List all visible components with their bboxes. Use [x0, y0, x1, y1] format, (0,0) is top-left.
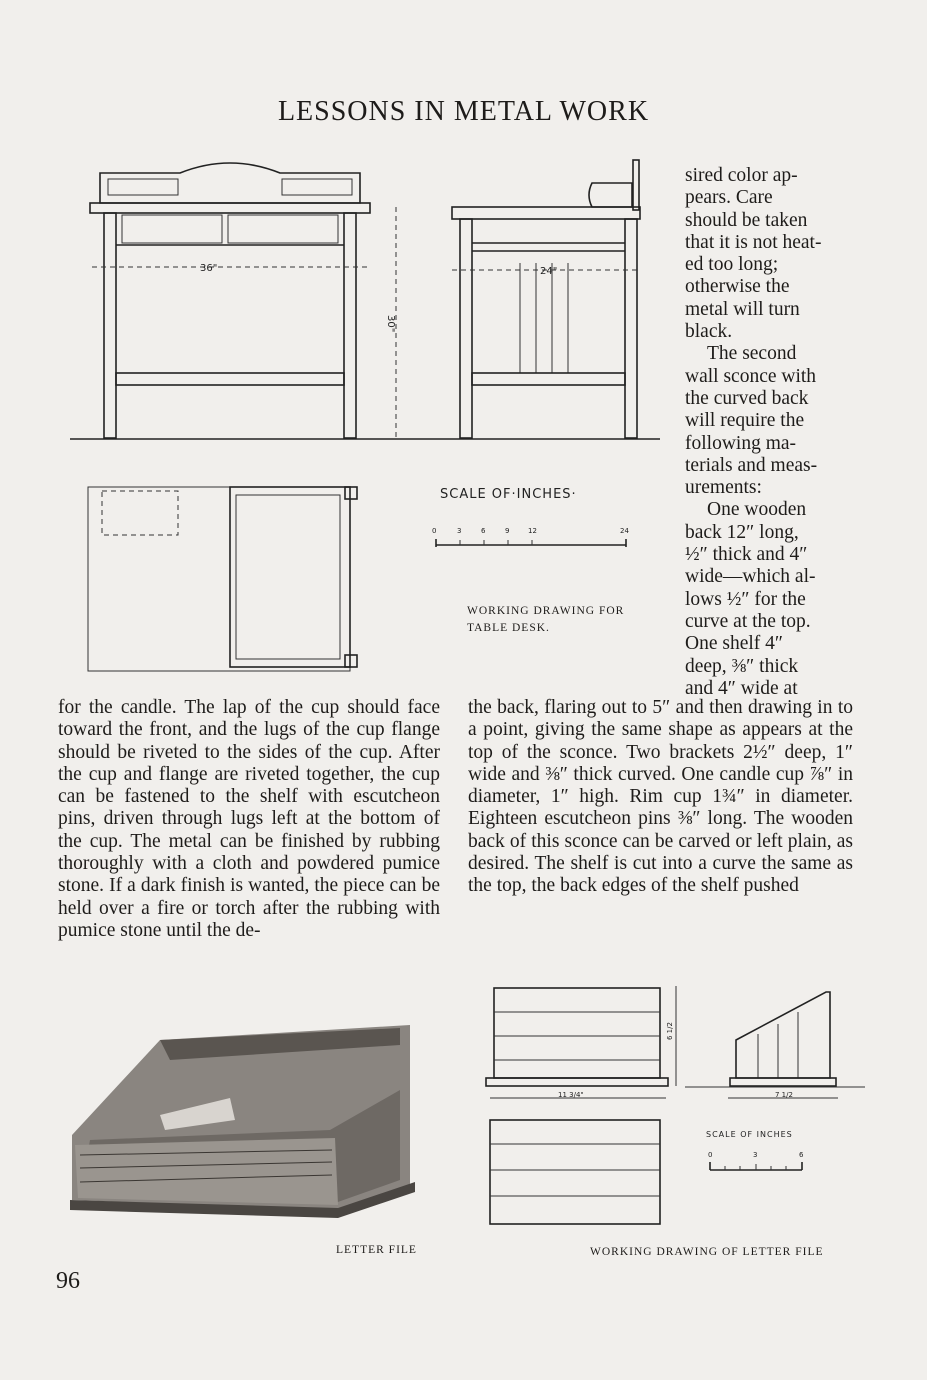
desk-side-elevation [452, 160, 640, 438]
right-column-line: deep, ⅜″ thick [685, 655, 799, 677]
letter-file-front-view [486, 986, 676, 1098]
desk-width-dim: 36" [200, 263, 218, 274]
right-column-line: black. [685, 321, 733, 343]
right-column-line: otherwise the [685, 276, 790, 298]
right-column-line: sired color ap- [685, 165, 798, 186]
right-column-line: The second [707, 343, 797, 365]
desk-scale-bar [432, 527, 629, 547]
letter-file-photo [70, 1020, 450, 1220]
right-column-line: One wooden [707, 499, 807, 521]
desk-scale-tick: 9 [505, 527, 510, 535]
right-column-upper [685, 165, 858, 700]
desk-plan-view [88, 487, 357, 671]
right-column-line: ed too long; [685, 254, 779, 276]
right-column-line: should be taken [685, 209, 808, 231]
right-column-line: terials and meas- [685, 454, 818, 476]
letter-file-scale-tick: 0 [708, 1151, 713, 1159]
right-column-line: the curved back [685, 387, 809, 409]
right-column-line: back 12″ long, [685, 521, 799, 543]
desk-scale-tick: 6 [481, 527, 486, 535]
left-column-text [58, 697, 440, 942]
desk-scale-tick: 3 [457, 527, 462, 535]
desk-depth-dim: 24" [540, 266, 558, 277]
letter-file-caption: LETTER FILE [336, 1244, 417, 1256]
right-column-lower [468, 697, 853, 898]
right-column-line: wide—which al- [685, 566, 816, 588]
letter-file-drawing-caption: WORKING DRAWING OF LETTER FILE [590, 1246, 824, 1258]
desk-height-dim: 30" [385, 315, 396, 333]
letter-file-scale-tick: 3 [753, 1151, 758, 1159]
letter-file-height-dim: 6 1/2 [666, 1022, 674, 1040]
desk-scale-label: SCALE OF·INCHES· [440, 487, 577, 502]
desk-front-elevation [90, 163, 396, 438]
right-column-line: wall sconce with [685, 365, 817, 387]
page-number: 96 [56, 1268, 80, 1294]
letter-file-drawing [480, 980, 870, 1230]
right-column-line: urements: [685, 477, 762, 499]
desk-scale-tick: 24 [620, 527, 629, 535]
right-column-line: following ma- [685, 432, 797, 454]
letter-file-scale-label: SCALE OF INCHES [706, 1130, 793, 1139]
right-column-line: curve at the top. [685, 610, 811, 632]
running-title: LESSONS IN METAL WORK [277, 96, 650, 127]
letter-file-scale-tick: 6 [799, 1151, 804, 1159]
letter-file-width-dim: 11 3/4" [558, 1091, 584, 1099]
right-column-line: pears. Care [685, 187, 773, 209]
right-column-line: and 4″ wide at [685, 677, 798, 699]
desk-caption: WORKING DRAWING FOR TABLE DESK. [467, 605, 625, 634]
right-column-line: metal will turn [685, 298, 800, 320]
right-column-line: will require the [685, 410, 805, 432]
right-column-line: that it is not heat- [685, 231, 822, 253]
letter-file-depth-dim: 7 1/2 [775, 1091, 793, 1099]
letter-file-plan-view [490, 1120, 660, 1224]
left-paragraph: for the candle. The lap of the cup should face toward the front, and the lugs of the cup flange should be riveted to the sides of the cup. After the cup and flange are riveted together, the cup can be fastened to the shelf with escutcheon pins, driven through lugs left at the bottom of the cup. The metal can be finished by rubbing thoroughly with a cloth and powdered pumice stone. If a dark finish is wanted, the piece can be held over a fire or torch after the rubbing with pumice stone until the de- [58, 697, 440, 941]
table-desk-drawing [70, 155, 670, 675]
right-column-line: lows ½″ for the [685, 588, 806, 610]
right-lower-paragraph: the back, flaring out to 5″ and then drawing in to a point, giving the same shape as appears at the top of the sconce. Two brackets 2½″ deep, 1″ wide and ⅜″ thick curved. One candle cup ⅞″ in diameter, 1″ high. Rim cup 1¾″ in diameter. Eighteen escutcheon pins ⅜″ long. The wooden back of this sconce can be carved or left plain, as desired. The shelf is cut into a curve the same as the top, the back edges of the shelf pushed [468, 697, 853, 897]
letter-file-side-view [685, 992, 865, 1098]
right-column-line: ½″ thick and 4″ [685, 544, 808, 566]
desk-scale-tick: 12 [528, 527, 537, 535]
right-column-line: One shelf 4″ [685, 633, 784, 655]
desk-scale-tick: 0 [432, 527, 437, 535]
letter-file-scale-bar [708, 1151, 804, 1170]
